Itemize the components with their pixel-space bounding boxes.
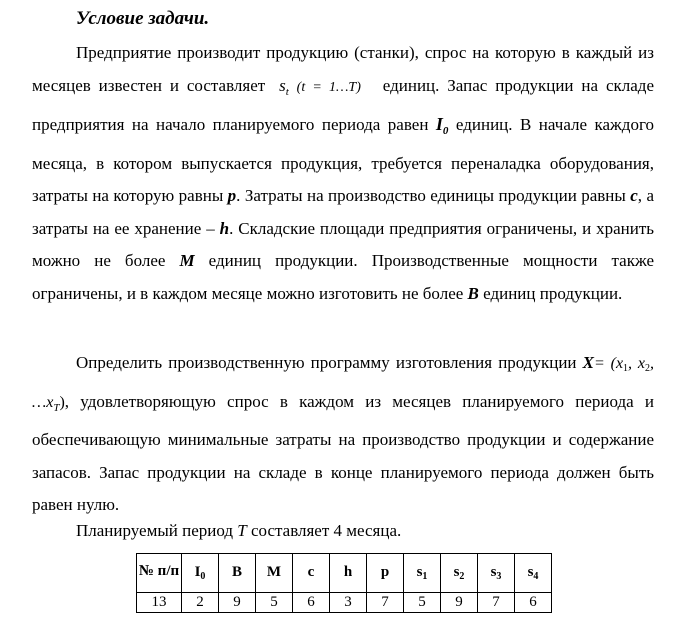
text-fragment: Определить производственную программу изготовления продукции [76,353,577,372]
table-header-cell: c [293,554,330,593]
table-cell: 13 [137,593,182,613]
table-header-row [137,554,552,593]
table-cell: 6 [515,593,552,613]
formula-c: c [630,186,638,205]
text-fragment: единиц. В начале каждого месяца, в котором выпускается продукция, требуется переналадка оборудования, затраты на которую равны [32,115,655,205]
data-table [136,553,552,613]
table-header-cell: M [256,554,293,593]
formula-x2: , x [628,355,645,372]
table-header-cell: $s_1$ [404,554,441,593]
table-cell: 2 [182,593,219,613]
formula-xT: , …x [32,355,654,411]
table-header-cell: p [367,554,404,593]
text-fragment: , а затраты на ее хранение – [32,186,655,238]
text-fragment: . Складские площади предприятия ограничены, и хранить можно не более [32,218,655,270]
paragraph-objective [32,347,654,522]
paragraph-problem [32,37,654,310]
table-cell: 6 [293,593,330,613]
formula-X-eq: = (x [593,355,624,372]
table-cell: 5 [404,593,441,613]
paragraph-period [32,515,654,548]
formula-range: (t = 1…T) [296,79,361,95]
table-header-cell: h [330,554,367,593]
table-cell: 5 [256,593,293,613]
text-fragment: Предприятие производит продукцию (станки), спрос на которую в каждый из месяцев известен и составляет [32,43,654,95]
table-cell: 9 [441,593,478,613]
formula-M: M [179,251,195,270]
text-fragment: составляет 4 месяца. [251,521,402,540]
formula-xT-sub: T [53,401,60,414]
formula-X: X [582,353,594,372]
table-row [137,593,552,613]
formula-I-subscript: 0 [442,125,449,137]
formula-T: T [237,521,247,540]
table-cell: 9 [219,593,256,613]
formula-I: I [435,114,443,134]
text-fragment: единиц продукции. Производственные мощности также ограничены, и в каждом месяце можно изготовить не более [32,251,655,303]
table-header-cell: $I_0$ [182,554,219,593]
formula-x1-sub: 1 [623,363,629,374]
table-header-cell: № п/п [137,554,182,593]
text-fragment: , удовлетворяющую спрос в каждом из месяцев планируемого периода и обеспечивающую минимальные затраты на производство продукции и содержание запасов. Запас продукции на складе в конце планируемого периода должен быть равен нулю. [32,391,654,514]
text-fragment: единиц продукции. [483,283,623,303]
text-fragment: . Затраты на производство единицы продукции равны [236,186,626,205]
formula-p: p [227,186,237,205]
formula-s: s [279,75,286,95]
formula-x2-sub: 2 [645,363,650,374]
table-cell: 7 [367,593,404,613]
formula-X-close: ) [59,393,65,411]
table-header-cell: $s_2$ [441,554,478,593]
table-header-cell: $s_3$ [478,554,515,593]
table-cell: 3 [330,593,367,613]
task-heading: Условие задачи. [76,8,210,29]
text-fragment: Планируемый период [76,521,234,540]
table-header-cell: B [219,554,256,593]
formula-s-subscript: t [285,85,289,98]
text-fragment: единиц. Запас продукции на складе предприятия на начало планируемого периода равен [32,75,655,134]
formula-h: h [219,218,230,238]
table-header-cell: $s_4$ [515,554,552,593]
formula-B: B [467,283,479,303]
table-cell: 7 [478,593,515,613]
